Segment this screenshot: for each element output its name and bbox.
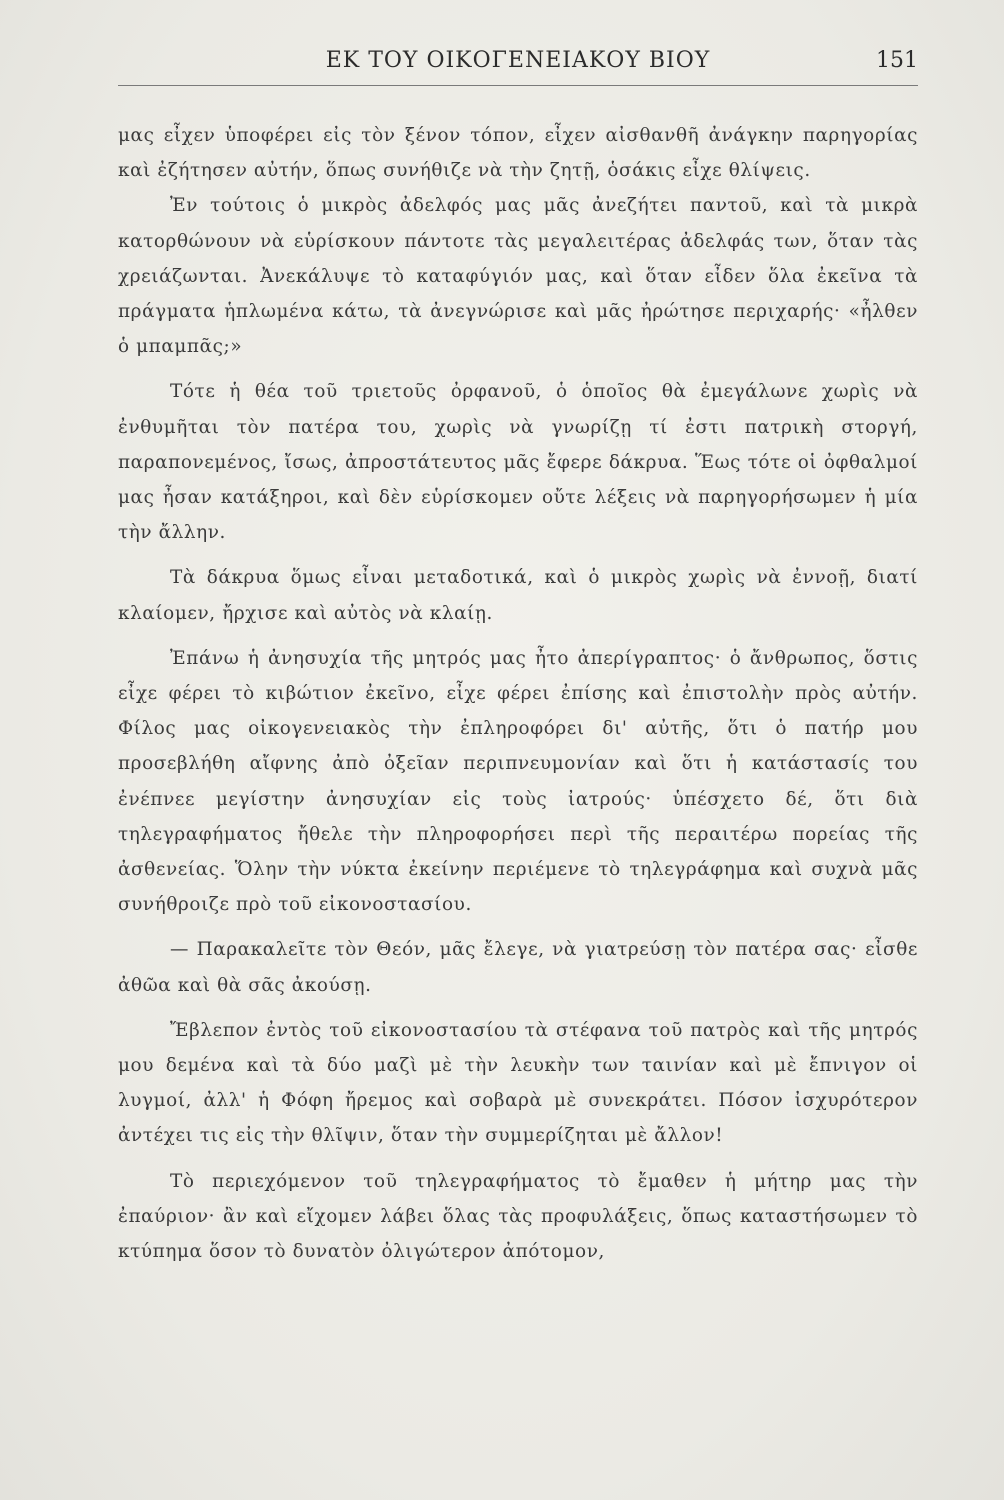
page-number: 151 xyxy=(876,48,918,73)
body-text xyxy=(118,118,918,1269)
running-head xyxy=(118,46,918,86)
running-title: ΕΚ ΤΟΥ ΟΙΚΟΓΕΝΕΙΑΚΟΥ ΒΙΟΥ xyxy=(325,48,711,73)
paragraph: Ἔβλεπον ἐντὸς τοῦ εἰκονοστασίου τὰ στέφανα τοῦ πατρὸς καὶ τῆς μητρός μου δεμένα καὶ τὰ δύο μαζὶ μὲ τὴν λευκὴν των ταινίαν καὶ μὲ ἔπνιγον οἱ λυγμοί, ἀλλ' ἡ Φόφη ἤρεμος καὶ σοβαρὰ μὲ συνεκράτει. Πόσον ἰσχυρότερον ἀντέχει τις εἰς τὴν θλῖψιν, ὅταν τὴν συμμερίζηται μὲ ἄλλον! xyxy=(118,1019,918,1147)
paragraph: Τὰ δάκρυα ὅμως εἶναι μεταδοτικά, καὶ ὁ μικρὸς χωρὶς νὰ ἐννοῇ, διατί κλαίομεν, ἤρχισε καὶ αὐτὸς νὰ κλαίῃ. xyxy=(118,567,918,624)
paragraph: Τότε ἡ θέα τοῦ τριετοῦς ὀρφανοῦ, ὁ ὁποῖος θὰ ἐμεγάλωνε χωρὶς νὰ ἐνθυμῆται τὸν πατέρα του, χωρὶς νὰ γνωρίζῃ τί ἐστι πατρικὴ στοργή, παραπονεμένος, ἴσως, ἀπροστάτευτος μᾶς ἔφερε δάκρυα. Ἕως τότε οἱ ὀφθαλμοί μας ἦσαν κατάξηροι, καὶ δὲν εὑρίσκομεν οὔτε λέξεις νὰ παρηγορήσωμεν ἡ μία τὴν ἄλλην. xyxy=(118,381,918,544)
paragraph: Ἐν τούτοις ὁ μικρὸς ἀδελφός μας μᾶς ἀνεζήτει παντοῦ, καὶ τὰ μικρὰ κατορθώνουν νὰ εὑρίσκουν πάντοτε τὰς μεγαλειτέρας ἀδελφάς των, ὅταν τὰς χρειάζωνται. Ἀνεκάλυψε τὸ καταφύγιόν μας, καὶ ὅταν εἶδεν ὅλα ἐκεῖνα τὰ πράγματα ἡπλωμένα κάτω, τὰ ἀνεγνώρισε καὶ μᾶς ἠρώτησε περιχαρής· «ἦλθεν ὁ μπαμπᾶς;» xyxy=(118,195,918,358)
paragraph: Τὸ περιεχόμενον τοῦ τηλεγραφήματος τὸ ἔμαθεν ἡ μήτηρ μας τὴν ἐπαύριον· ἂν καὶ εἴχομεν λάβει ὅλας τὰς προφυλάξεις, ὅπως καταστήσωμεν τὸ κτύπημα ὅσον τὸ δυνατὸν ὀλιγώτερον ἀπότομον, xyxy=(118,1170,918,1263)
paragraph-continued: μας εἶχεν ὑποφέρει εἰς τὸν ξένον τόπον, εἶχεν αἰσθανθῆ ἀνάγκην παρηγορίας καὶ ἐζήτησεν αὐτήν, ὅπως συνήθιζε νὰ τὴν ζητῇ, ὁσάκις εἶχε θλίψεις. xyxy=(118,125,918,182)
paragraph: Ἐπάνω ἡ ἀνησυχία τῆς μητρός μας ἦτο ἀπερίγραπτος· ὁ ἄνθρωπος, ὅστις εἶχε φέρει τὸ κιβώτιον ἐκεῖνο, εἶχε φέρει ἐπίσης καὶ ἐπιστολὴν πρὸς αὐτήν. Φίλος μας οἰκογενειακὸς τὴν ἐπληροφόρει δι' αὐτῆς, ὅτι ὁ πατήρ μου προσεβλήθη αἴφνης ἀπὸ ὀξεῖαν περιπνευμονίαν καὶ ὅτι ἡ κατάστασίς του ἐνέπνεε μεγίστην ἀνησυχίαν εἰς τοὺς ἰατρούς· ὑπέσχετο δέ, ὅτι διὰ τηλεγραφήματος ἤθελε τὴν πληροφορήσει περὶ τῆς περαιτέρω πορείας τῆς ἀσθενείας. Ὅλην τὴν νύκτα ἐκείνην περιέμενε τὸ τηλεγράφημα καὶ συχνὰ μᾶς συνήθροιζε πρὸ τοῦ εἰκονοστασίου. xyxy=(118,647,918,916)
header-rule xyxy=(118,85,918,86)
dialogue-line: — Παρακαλεῖτε τὸν Θεόν, μᾶς ἔλεγε, νὰ γιατρεύσῃ τὸν πατέρα σας· εἶσθε ἀθῶα καὶ θὰ σᾶς ἀκούσῃ. xyxy=(118,939,918,996)
